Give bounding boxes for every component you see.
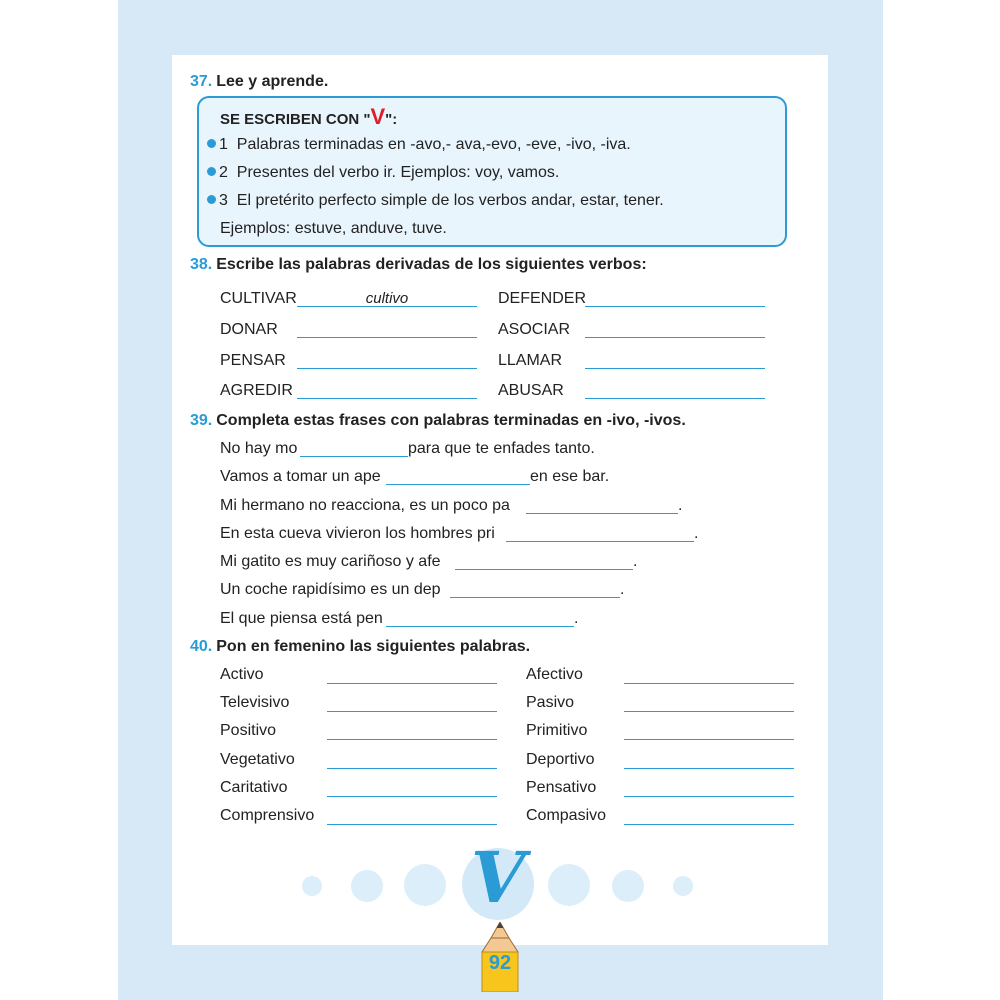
masculine-word: Pensativo [526,779,597,796]
answer-line[interactable] [506,541,694,542]
ex38-number: 38. [190,256,213,273]
rule-box-title-letter: V [370,104,386,129]
verb-word: AGREDIR [220,382,293,399]
rule-box-title-pre: SE ESCRIBEN CON " [220,111,371,128]
rule-item [207,164,559,182]
masculine-word: Activo [220,666,264,683]
answer-line[interactable] [624,711,794,712]
answer-line[interactable] [624,796,794,797]
masculine-word: Deportivo [526,751,595,768]
page-number: 92 [488,952,512,974]
rule-text: Presentes del verbo ir. Ejemplos: voy, vamos. [236,164,560,181]
rule-item [207,192,664,210]
decor-circle [404,864,446,906]
answer-line[interactable] [585,398,765,399]
rule-examples: Ejemplos: estuve, anduve, tuve. [220,220,447,237]
ex40-number: 40. [190,638,213,655]
sentence-end: . [694,525,699,542]
rule-number: 1 [219,136,228,153]
decor-circle [612,870,644,902]
answer-line[interactable] [450,597,620,598]
sentence-end: . [633,553,638,570]
sentence-start: Vamos a tomar un ape [220,468,381,485]
bullet-dot-icon [207,139,216,148]
answer-line[interactable] [327,739,497,740]
verb-word: DEFENDER [498,290,587,307]
answer-line[interactable] [585,368,765,369]
answer-line[interactable] [624,824,794,825]
sentence-start: Mi hermano no reacciona, es un poco pa [220,497,510,514]
masculine-word: Compasivo [526,807,607,824]
verb-word: ABUSAR [498,382,564,399]
ex40-heading [190,638,530,656]
masculine-word: Caritativo [220,779,288,796]
masculine-word: Positivo [220,722,277,739]
rule-item [207,136,631,154]
ex38-heading [190,256,647,274]
sentence-start: En esta cueva vivieron los hombres pri [220,525,495,542]
answer-line[interactable] [585,337,765,338]
ex37-heading [190,73,328,91]
masculine-word: Vegetativo [220,751,295,768]
answer-line[interactable] [327,768,497,769]
ex38-title: Escribe las palabras derivadas de los siguientes verbos: [216,256,647,273]
verb-word: DONAR [220,321,278,338]
ex39-heading [190,412,686,430]
ex37-number: 37. [190,73,213,90]
masculine-word: Televisivo [220,694,290,711]
sentence-start: No hay mo [220,440,298,457]
answer-line[interactable] [455,569,633,570]
answer-line[interactable] [327,824,497,825]
masculine-word: Primitivo [526,722,588,739]
sentence-end: en ese bar. [530,468,610,485]
ex39-title: Completa estas frases con palabras terminadas en -ivo, -ivos. [216,412,686,429]
bullet-dot-icon [207,167,216,176]
decor-circle [302,876,322,896]
answer-line[interactable] [386,626,574,627]
masculine-word: Pasivo [526,694,575,711]
verb-word: PENSAR [220,352,286,369]
answer-line[interactable] [327,796,497,797]
v-logo-letter: V [470,836,526,919]
ex40-title: Pon en femenino las siguientes palabras. [216,638,531,655]
answer-line[interactable] [297,368,477,369]
answer-line[interactable] [327,711,497,712]
bullet-dot-icon [207,195,216,204]
sentence-end: . [678,497,683,514]
sentence-end: . [620,581,625,598]
answer-line[interactable] [386,484,530,485]
answer-line[interactable] [297,337,477,338]
sentence-start: Mi gatito es muy cariñoso y afe [220,553,441,570]
verb-word: CULTIVAR [220,290,297,307]
answer-line[interactable] [624,683,794,684]
answer-line[interactable] [526,513,678,514]
rule-text: Palabras terminadas en -avo,- ava,-evo, -eve, -ivo, -iva. [236,136,631,153]
answer-example: cultivo [365,290,409,307]
masculine-word: Afectivo [526,666,583,683]
rule-number: 2 [219,164,228,181]
rule-box-title-post: ": [385,111,398,128]
sentence-end: . [574,610,579,627]
ex39-number: 39. [190,412,213,429]
verb-word: ASOCIAR [498,321,571,338]
sentence-start: El que piensa está pen [220,610,383,627]
answer-line[interactable] [327,683,497,684]
answer-line[interactable] [585,306,765,307]
decor-circle [673,876,693,896]
rule-number: 3 [219,192,228,209]
sentence-start: Un coche rapidísimo es un dep [220,581,441,598]
answer-line[interactable] [624,768,794,769]
rule-box-title [220,104,397,130]
rule-text: El pretérito perfecto simple de los verbos andar, estar, tener. [236,192,664,209]
sentence-end: para que te enfades tanto. [408,440,595,457]
ex37-title: Lee y aprende. [216,73,329,90]
answer-line[interactable] [300,456,408,457]
answer-line[interactable] [624,739,794,740]
answer-line[interactable] [297,398,477,399]
masculine-word: Comprensivo [220,807,315,824]
decor-circle [351,870,383,902]
decor-circle [548,864,590,906]
verb-word: LLAMAR [498,352,563,369]
